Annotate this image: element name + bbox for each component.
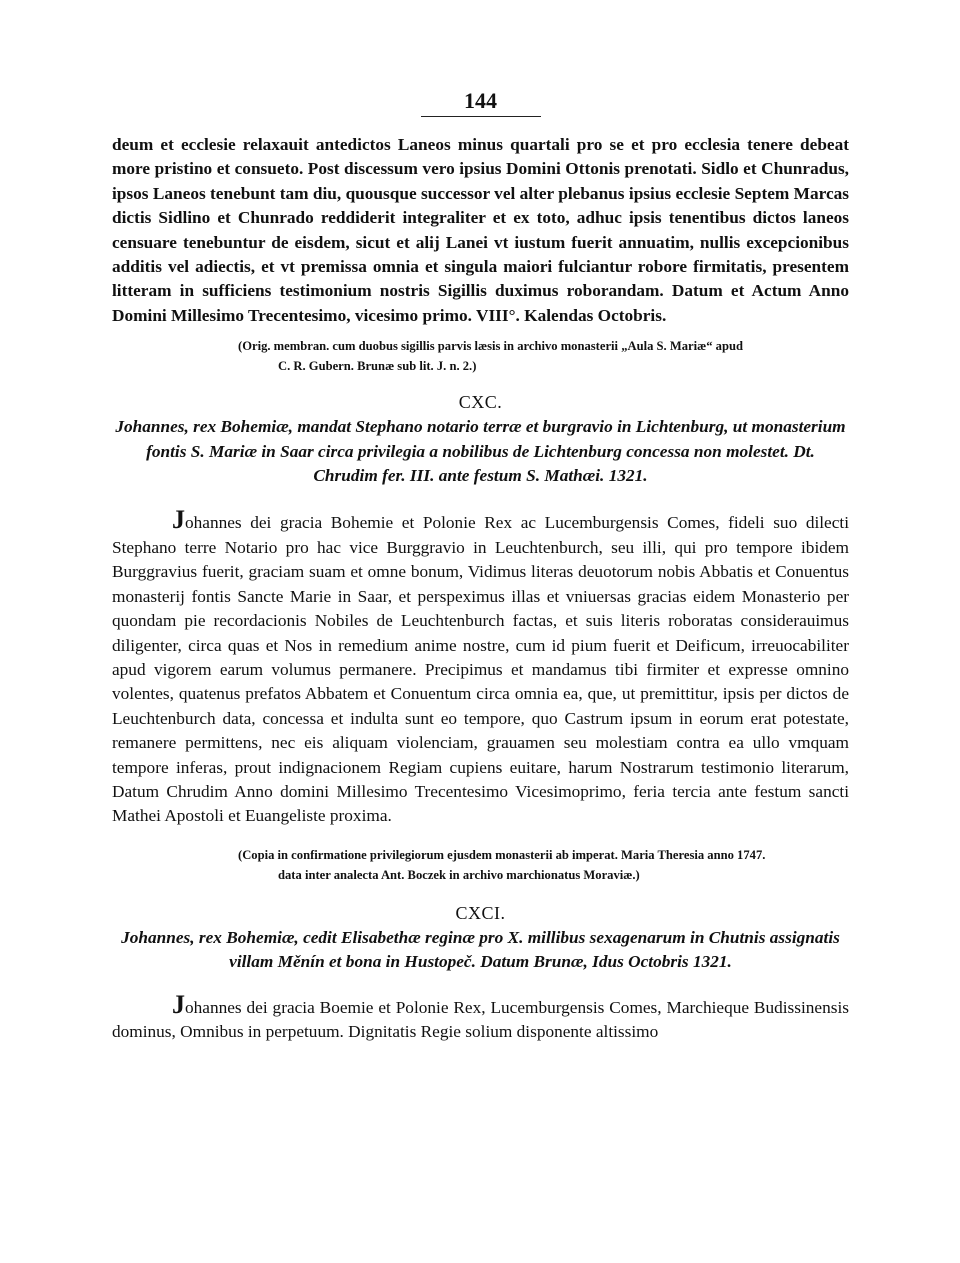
charter-text-cxci-body: ohannes dei gracia Boemie et Polonie Rex, Lucemburgensis Comes, Marchieque Budissinensis dominus, Omnibus in perpetuum. Dignitatis Regie solium disponente altissimo — [112, 997, 849, 1042]
source-note-1 — [112, 337, 849, 376]
charter-text-cxc-body: ohannes dei gracia Bohemie et Polonie Rex ac Lucemburgensis Comes, fideli suo dilecti Stephano terre Notario pro hac vice Burggravio in Leuchtenburch, seu illi, qui pro tempore ibidem Burggravius fuerit, graciam suam et omne bonum, Vidimus literas deuotorum nobis Abbatis et Conuentus monasterij fontis Sancte Marie in Saar, et perspeximus illas et vniuersas gracias eidem Monasterio per quondam pie recordacionis Nobiles de Leuchtenburch factas, et suis literis roboratas considerauimus diligenter, circa quas et Nos in remedium anime nostre, cum id pium fuerit et Deificum, irreuocabiliter apud vigorem earum volumus permanere. Precipimus et mandamus tibi firmiter et expresse omnino volentes, quatenus prefatos Abbatem et Conuentum circa omnia ea, que, ut premittitur, ipsis per dictos de Leuchtenburch data, concessa et indulta sunt eo tempore, quo Castrum ipsum in eorum erat potestate, remanere permittens, nec eis aliquam violenciam, grauamen seu molestiam contra ea ullo vmquam tempore inferas, prout indignacionem Regiam cupiens euitare, harum Nostrarum testimonio literarum, Datum Chrudim Anno domini Millesimo Trecentesimo Vicesimoprimo, feria tercia ante festum sancti Mathei Apostoli et Euangeliste proxima. — [112, 513, 849, 826]
charter-number-cxci: CXCI. — [455, 903, 506, 924]
initial-letter-cxc: J — [172, 505, 185, 535]
charter-text-cxci — [112, 989, 849, 1045]
source-note-2-line-2: data inter analecta Ant. Boczek in archivo marchionatus Moraviæ.) — [278, 867, 640, 882]
charter-regest-cxci: Johannes, rex Bohemiæ, cedit Elisabethæ reginæ pro X. millibus sexagenarum in Chutnis assignatis villam Měnín et bona in Hustopeč. Datum Brunæ, Idus Octobris 1321. — [121, 928, 840, 972]
source-note-1-line-2: C. R. Gubern. Brunæ sub lit. J. n. 2.) — [278, 358, 477, 373]
initial-letter-cxci: J — [172, 989, 185, 1019]
continuation-paragraph: deum et ecclesie relaxauit antedictos Laneos minus quartali pro se et pro ecclesia tenere debeat more pristino et consueto. Post discessum vero ipsius Domini Ottonis prenotati. Sidlo et Chunradus, ipsos Laneos tenebunt tam diu, quousque successor vel alter plebanus ipsius ecclesie Septem Marcas dictis Sidlino et Chunrado reddiderit integraliter et ex toto, adhuc ipsis tenentibus dictos laneos censuare tenebuntur de eisdem, sicut et alij Lanei vt iustum fuerit annuatim, nullis excepcionibus additis vel adiectis, et vt premissa omnia et singula maiori fulciantur robore firmitatis, presentem litteram in sufficiens testimonium nostris Sigillis duximus roborandam. Datum et Actum Anno Domini Millesimo Trecentesimo, vicesimo primo. VIII°. Kalendas Octobris. — [112, 135, 849, 325]
source-note-2-line-1: (Copia in confirmatione privilegiorum ejusdem monasterii ab imperat. Maria Theresia anno 1747. — [238, 848, 766, 863]
charter-regest-cxc: Johannes, rex Bohemiæ, mandat Stephano notario terræ et burgravio in Lichtenburg, ut monasterium fontis S. Mariæ in Saar circa privilegia a nobilibus de Lichtenburg concessa non molestet. Dt. Chrudim fer. III. ante festum S. Mathæi. 1321. — [115, 417, 846, 486]
charter-text-cxc — [112, 505, 849, 828]
charter-number-cxc: CXC. — [458, 392, 503, 413]
source-note-2 — [112, 846, 849, 885]
page-number: 144 — [421, 88, 541, 117]
source-note-1-line-1: (Orig. membran. cum duobus sigillis parvis læsis in archivo monasterii „Aula S. Mariæ“ apud — [238, 339, 743, 354]
document-page — [112, 88, 849, 1062]
